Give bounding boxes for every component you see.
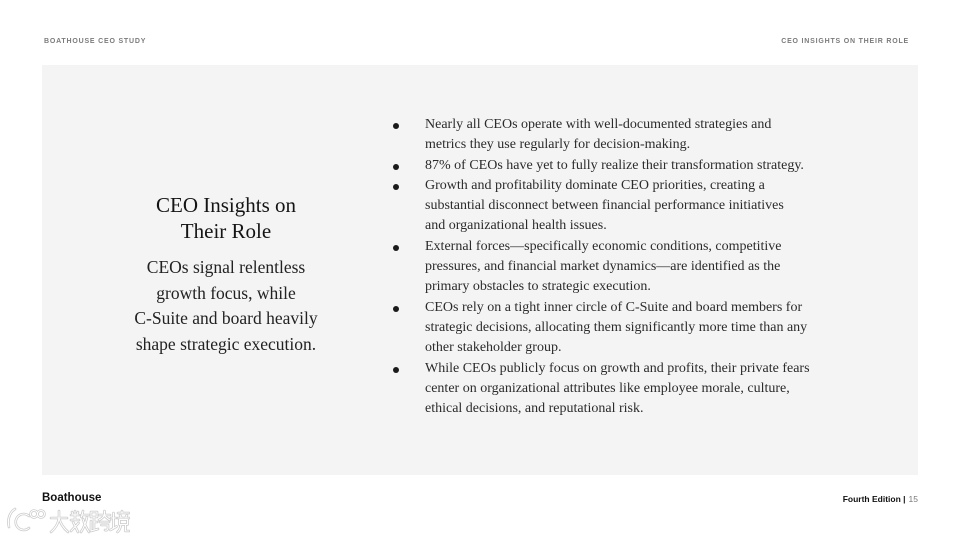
bullet-icon: [393, 367, 399, 373]
insight-bullet-line: pressures, and financial market dynamics—are identified as the: [425, 259, 781, 275]
header-study-label: BOATHOUSE CEO STUDY: [44, 38, 147, 45]
insight-bullet-line: ethical decisions, and reputational risk.: [425, 401, 644, 417]
bullet-icon: [393, 306, 399, 312]
insight-bullet-line: strategic decisions, allocating them significantly more time than any: [425, 319, 808, 335]
footer-page-info: [843, 494, 918, 504]
insight-bullet-item: [425, 156, 810, 176]
insight-bullet-line: CEOs rely on a tight inner circle of C-Suite and board members for: [425, 299, 803, 315]
insight-bullet-line: other stakeholder group.: [425, 340, 562, 356]
header-section-label: CEO INSIGHTS ON THEIR ROLE: [781, 38, 909, 45]
insight-bullet-item: [425, 176, 810, 237]
page-number: 15: [908, 494, 918, 504]
insight-bullet-line: and organizational health issues.: [425, 218, 607, 234]
insight-bullet-line: Nearly all CEOs operate with well-documented strategies and: [425, 117, 772, 132]
slide-subtitle-line: CEOs signal relentless: [146, 257, 306, 277]
slide-title: [96, 192, 356, 244]
bullet-icon: [393, 123, 399, 129]
slide-subtitle-line: C-Suite and board heavily: [134, 308, 318, 329]
footer-brand-logo: Boathouse: [42, 492, 102, 504]
watermark-lettering: [51, 511, 129, 532]
insight-bullet-line: primary obstacles to strategic execution.: [425, 279, 651, 295]
insight-bullet-item: [425, 359, 810, 420]
slide-title-line: Their Role: [180, 219, 272, 243]
insight-bullet-item: [425, 237, 810, 298]
insight-bullet-line: 87% of CEOs have yet to fully realize their transformation strategy.: [425, 157, 804, 173]
insight-bullet-line: External forces—specifically economic conditions, competitive: [425, 238, 782, 254]
watermark-logo-icon: [8, 509, 44, 530]
content-panel: [42, 65, 918, 475]
watermark: [6, 505, 130, 535]
bullet-icon: [393, 184, 399, 190]
slide-subtitle: [96, 255, 356, 358]
edition-label: Fourth Edition |: [842, 494, 906, 504]
insight-bullet-line: While CEOs publicly focus on growth and profits, their private fears: [425, 360, 810, 376]
insight-bullet-item: [425, 298, 810, 359]
insight-bullet-line: Growth and profitability dominate CEO priorities, creating a: [425, 177, 765, 193]
insight-bullet-item: [425, 115, 810, 156]
insight-bullet-line: center on organizational attributes like employee morale, culture,: [425, 380, 790, 396]
slide-subtitle-line: growth focus, while: [156, 282, 296, 303]
insight-bullet-line: metrics they use regularly for decision-making.: [425, 137, 691, 153]
slide-title-line: CEO Insights on: [155, 193, 296, 217]
slide-subtitle-line: shape strategic execution.: [135, 334, 317, 355]
summary-block: [96, 192, 356, 358]
insights-list: [425, 115, 810, 419]
bullet-icon: [393, 164, 399, 170]
bullet-icon: [393, 245, 399, 251]
insight-bullet-line: substantial disconnect between financial performance initiatives: [425, 198, 784, 214]
